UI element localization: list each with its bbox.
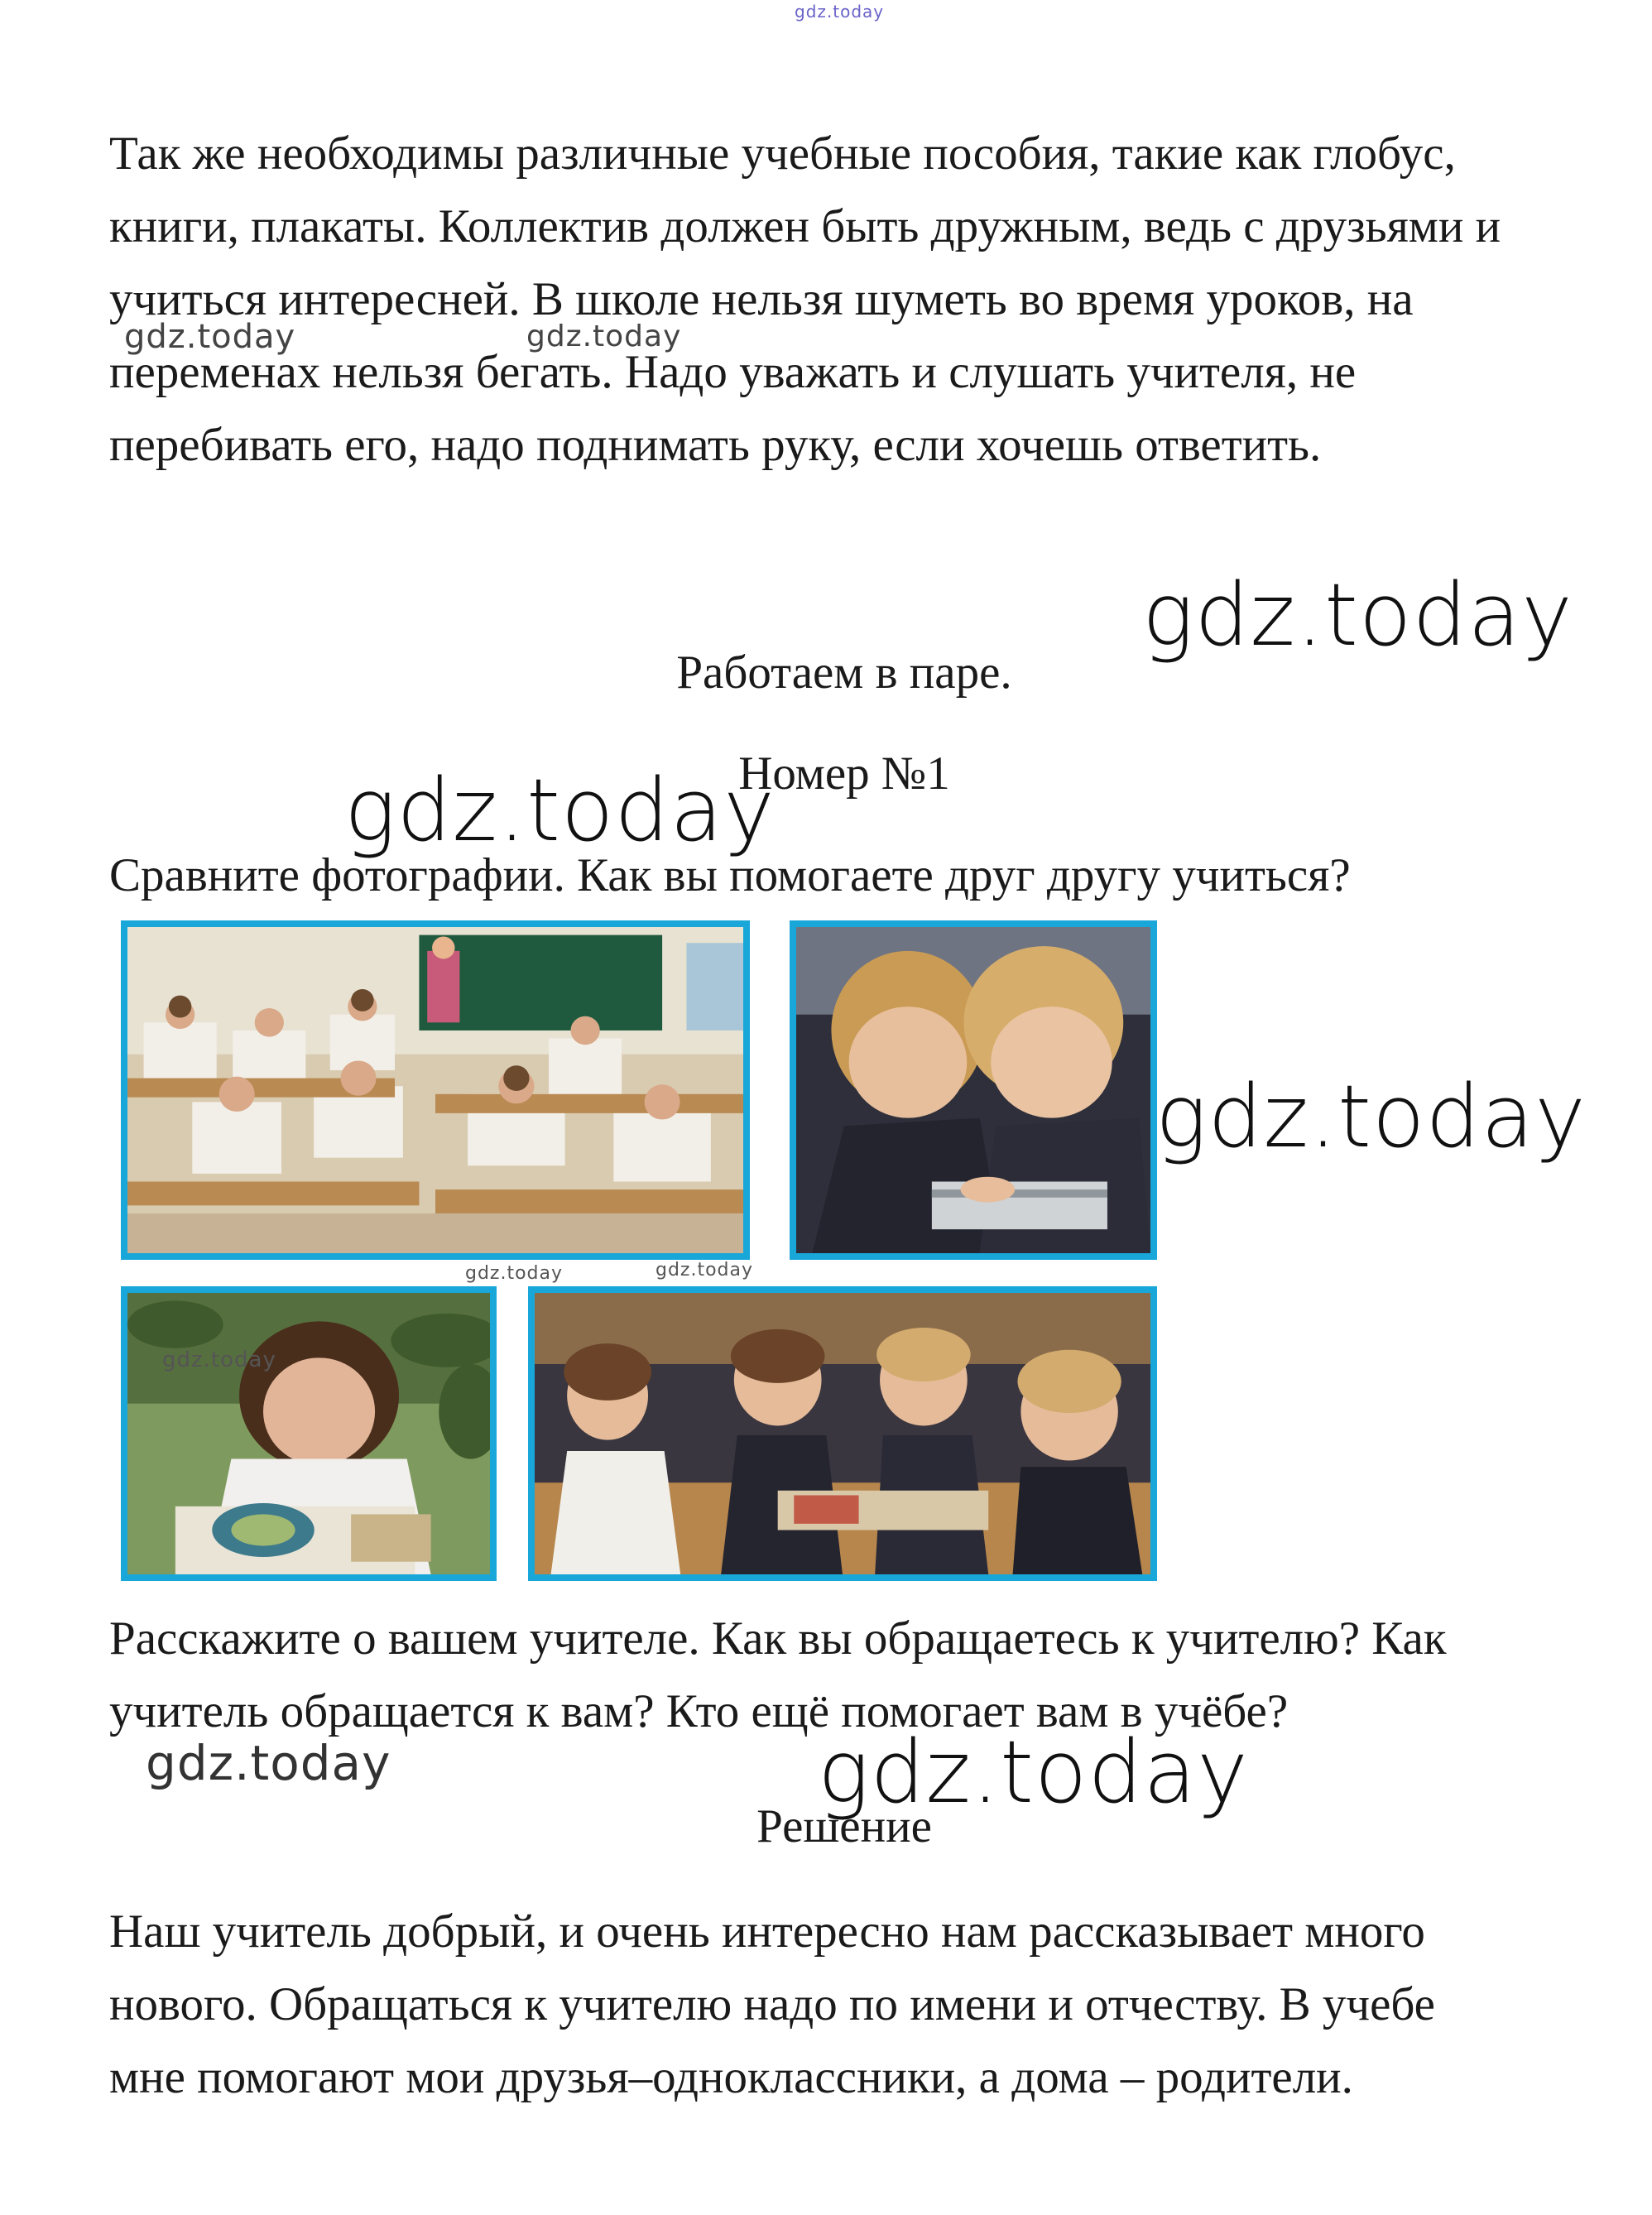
watermark: gdz.today bbox=[1142, 565, 1573, 665]
watermark: gdz.today bbox=[344, 760, 776, 861]
watermark: gdz.today bbox=[124, 318, 296, 356]
watermark: gdz.today bbox=[465, 1263, 564, 1284]
watermark: gdz.today bbox=[795, 2, 885, 22]
group-work-illustration bbox=[535, 1293, 1150, 1574]
classroom-illustration bbox=[127, 927, 743, 1253]
watermark: gdz.today bbox=[818, 1722, 1249, 1823]
watermark: gdz.today bbox=[526, 320, 682, 353]
intro-line: перебивать его, надо поднимать руку, если хочешь ответить. bbox=[109, 419, 1322, 471]
intro-line: учиться интересней. В школе нельзя шуметь во время уроков, на bbox=[109, 273, 1414, 325]
girl-studying-illustration bbox=[127, 1293, 490, 1574]
girl-studying-photo bbox=[121, 1286, 497, 1581]
watermark: gdz.today bbox=[146, 1735, 391, 1791]
question-2-line: учитель обращается к вам? Кто ещё помогает вам в учёбе? bbox=[109, 1685, 1289, 1737]
classroom-photo bbox=[121, 920, 750, 1260]
intro-paragraph bbox=[109, 118, 1582, 482]
question-1: Сравните фотографии. Как вы помогаете друг другу учиться? bbox=[109, 849, 1351, 901]
group-work-photo bbox=[528, 1286, 1157, 1581]
intro-line: книги, плакаты. Коллектив должен быть дружным, ведь с друзьями и bbox=[109, 200, 1501, 252]
answer-line: нового. Обращаться к учителю надо по имени и отчеству. В учебе bbox=[109, 1978, 1435, 2030]
answer-line: мне помогают мои друзья–одноклассники, а дома – родители. bbox=[109, 2051, 1353, 2103]
answer-line: Наш учитель добрый, и очень интересно нам рассказывает много bbox=[109, 1905, 1425, 1958]
task-number: Номер №1 bbox=[738, 747, 950, 800]
solution-heading: Решение bbox=[756, 1800, 932, 1852]
watermark: gdz.today bbox=[656, 1260, 754, 1280]
two-boys-illustration bbox=[796, 927, 1150, 1253]
watermark: gdz.today bbox=[162, 1348, 276, 1372]
section-heading: Работаем в паре. bbox=[676, 646, 1012, 699]
answer-paragraph bbox=[109, 1895, 1582, 2114]
two-boys-photo bbox=[790, 920, 1157, 1260]
intro-line: Так же необходимы различные учебные пособия, такие как глобус, bbox=[109, 127, 1456, 180]
question-2-line: Расскажите о вашем учителе. Как вы обращаетесь к учителю? Как bbox=[109, 1612, 1447, 1665]
watermark: gdz.today bbox=[1155, 1066, 1587, 1167]
intro-line: переменах нельзя бегать. Надо уважать и слушать учителя, не bbox=[109, 346, 1357, 398]
